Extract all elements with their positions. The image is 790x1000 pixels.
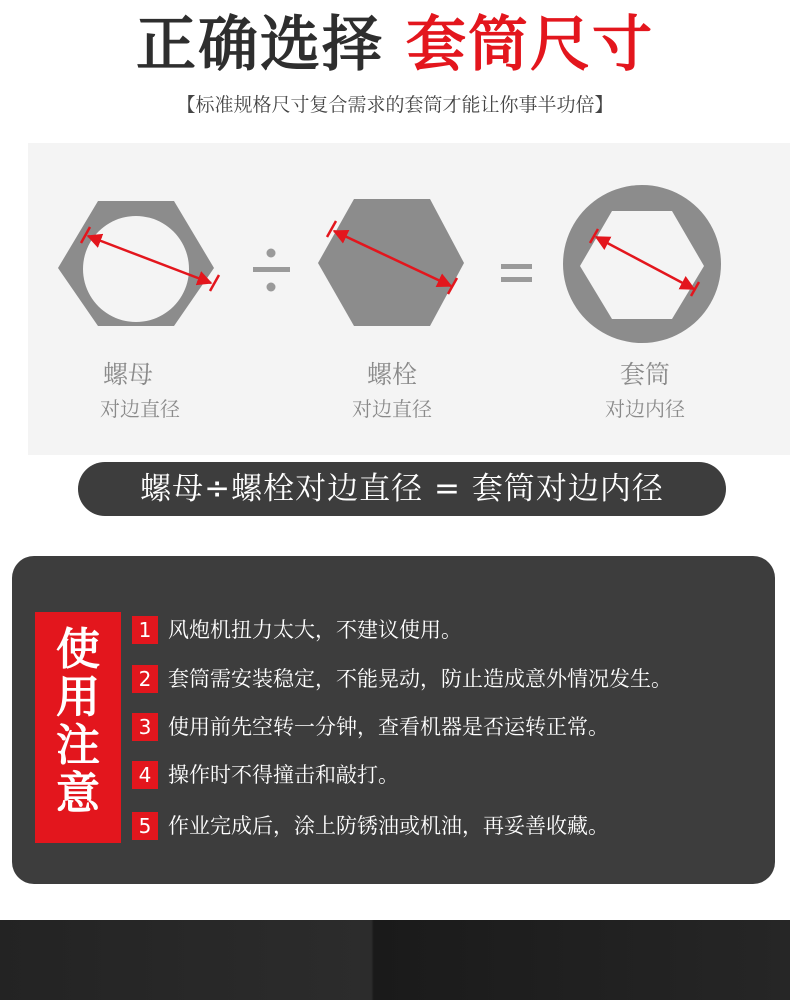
nut-icon [58, 201, 219, 326]
notice-number-badge: 5 [132, 812, 158, 840]
nut-desc: 对边直径 [100, 397, 180, 421]
title-part-2: 套筒尺寸 [406, 10, 654, 80]
notice-text: 套筒需安装稳定，不能晃动，防止造成意外情况发生。 [168, 667, 672, 691]
usage-notice-tag [35, 612, 121, 843]
notice-item [132, 616, 462, 646]
notice-number-badge: 4 [132, 761, 158, 789]
notice-text: 操作时不得撞击和敲打。 [168, 763, 399, 787]
notice-text: 使用前先空转一分钟，查看机器是否运转正常。 [168, 715, 609, 739]
equals-sign-icon [501, 264, 532, 282]
usage-notice-panel [12, 556, 775, 884]
formula-banner: 螺母÷螺栓对边直径 = 套筒对边内径 [78, 462, 726, 516]
notice-item [132, 812, 609, 842]
notice-text: 风炮机扭力太大，不建议使用。 [168, 618, 462, 642]
notice-number-badge: 3 [132, 713, 158, 741]
notice-number-badge: 2 [132, 665, 158, 693]
bolt-label: 螺栓 [366, 360, 417, 389]
notice-item [132, 665, 672, 695]
nut-label: 螺母 [102, 360, 153, 389]
notice-number-badge: 1 [132, 616, 158, 644]
size-diagram [28, 143, 790, 455]
tag-char: 使 [56, 624, 100, 675]
tag-char: 注 [56, 720, 100, 771]
page-title [0, 6, 790, 84]
bolt-desc: 对边直径 [352, 397, 432, 421]
notice-item [132, 713, 609, 743]
tag-char: 用 [56, 672, 100, 723]
divide-sign-icon [253, 249, 290, 292]
bolt-hex-icon [318, 199, 464, 326]
socket-desc: 对边内径 [605, 397, 685, 421]
notice-text: 作业完成后，涂上防锈油或机油，再妥善收藏。 [168, 814, 609, 838]
page-subtitle: 【标准规格尺寸复合需求的套筒才能让你事半功倍】 [176, 94, 614, 116]
notice-item [132, 761, 399, 791]
title-part-1: 正确选择 [136, 10, 384, 80]
socket-label: 套筒 [619, 360, 670, 389]
tag-char: 意 [56, 768, 100, 819]
bottom-dark-band [0, 920, 790, 1000]
socket-icon [563, 185, 721, 343]
